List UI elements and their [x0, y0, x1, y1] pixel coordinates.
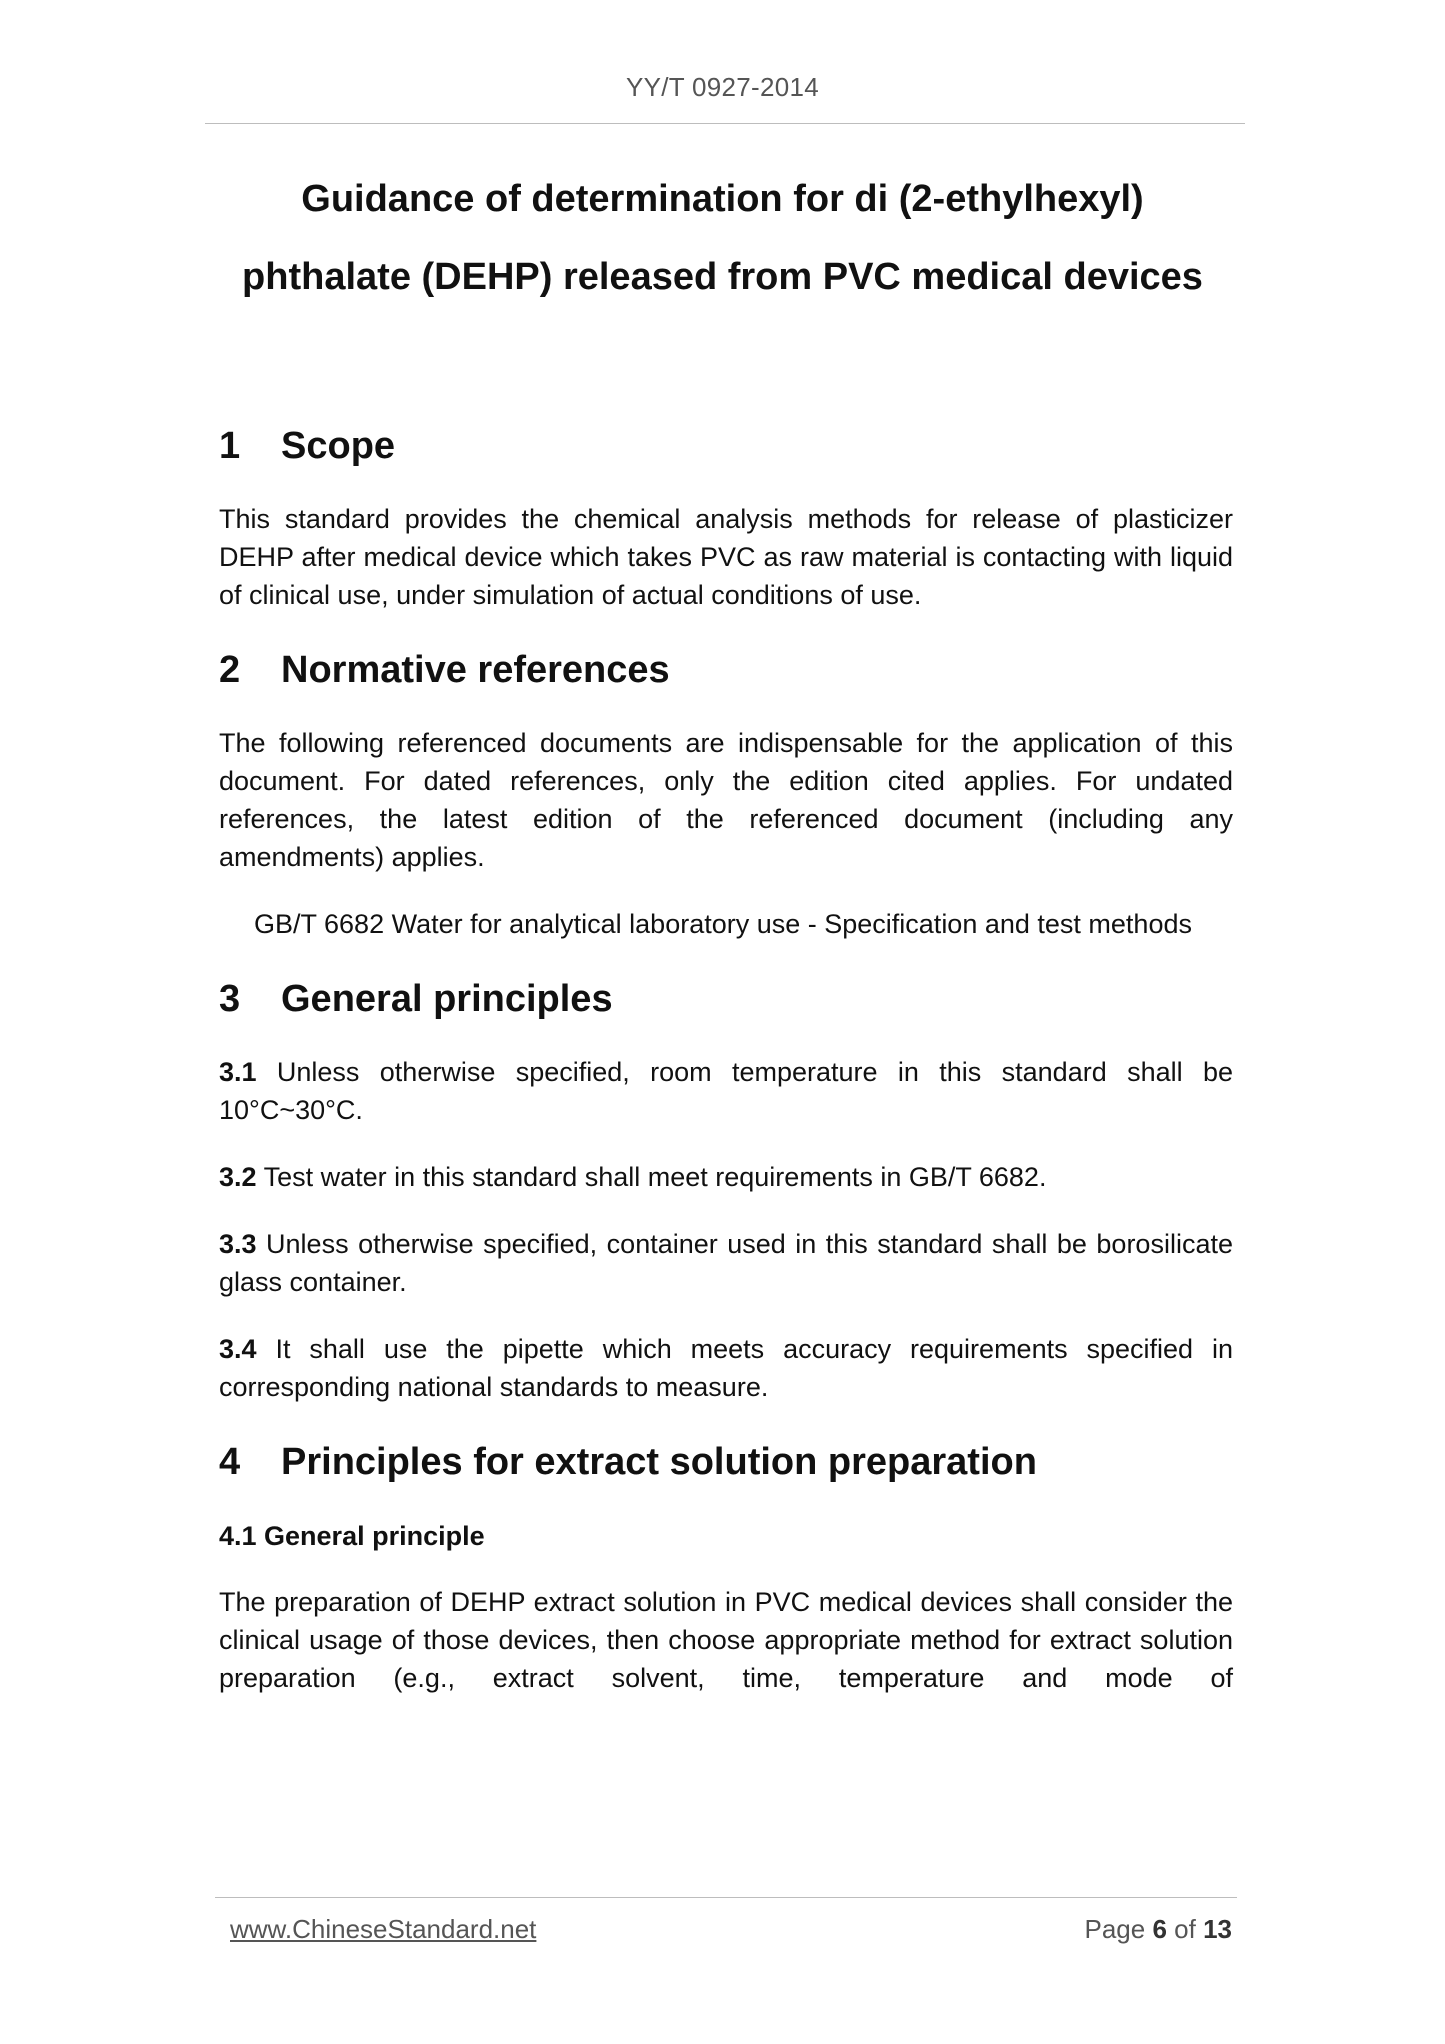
normative-paragraph: The following referenced documents are indispensable for the application of this document. For dated references, only the edition cited applies. For undated references, the latest edition of the referenced document (including any amendments) applies. — [219, 728, 1233, 872]
clause-3-1 — [219, 1053, 1233, 1129]
document-body — [219, 420, 1233, 1697]
clause-text: Unless otherwise specified, room temperature in this standard shall be 10°C~30°C. — [219, 1057, 1233, 1125]
clause-text: Unless otherwise specified, container used in this standard shall be borosilicate glass container. — [219, 1229, 1233, 1297]
clause-3-2 — [219, 1158, 1233, 1196]
clause-text: Test water in this standard shall meet requirements in GB/T 6682. — [263, 1162, 1047, 1192]
section-title: Normative references — [281, 649, 670, 691]
clause-number: 3.1 — [219, 1057, 257, 1087]
page-of-label: of — [1174, 1914, 1196, 1944]
page-indicator — [1084, 1914, 1232, 1945]
section-number: 3 — [219, 978, 241, 1020]
clause-text: It shall use the pipette which meets accuracy requirements specified in corresponding national standards to measure. — [219, 1334, 1233, 1402]
page-label: Page — [1084, 1914, 1146, 1944]
section-heading-scope — [219, 420, 1233, 472]
clause-3-3 — [219, 1225, 1233, 1301]
section-heading-extract-preparation — [219, 1436, 1233, 1488]
clause-3-4 — [219, 1330, 1233, 1406]
total-pages-number: 13 — [1203, 1914, 1232, 1944]
section-title: Scope — [281, 425, 396, 467]
clause-number: 3.4 — [219, 1334, 257, 1364]
document-title — [150, 160, 1295, 316]
website-link[interactable]: www.ChineseStandard.net — [230, 1914, 537, 1944]
section-title: General principles — [281, 978, 613, 1020]
normative-reference-item: GB/T 6682 Water for analytical laboratory use - Specification and test methods — [254, 909, 1192, 939]
section-heading-general-principles — [219, 973, 1233, 1025]
subsection-heading-general-principle: 4.1 General principle — [219, 1521, 485, 1551]
current-page-number: 6 — [1152, 1914, 1167, 1944]
scope-paragraph: This standard provides the chemical analysis methods for release of plasticizer DEHP after medical device which takes PVC as raw material is contacting with liquid of clinical use, under simulation of actual conditions of use. — [219, 504, 1233, 610]
document-title-line-1: Guidance of determination for di (2-ethylhexyl) — [301, 178, 1144, 220]
section-title: Principles for extract solution preparation — [281, 1441, 1037, 1483]
section-heading-normative-references — [219, 644, 1233, 696]
header-divider — [205, 123, 1245, 124]
footer-divider — [215, 1897, 1237, 1898]
section-number: 1 — [219, 425, 241, 467]
document-title-line-2: phthalate (DEHP) released from PVC medical devices — [242, 256, 1203, 298]
standard-code-header: YY/T 0927-2014 — [625, 72, 820, 102]
section-number: 2 — [219, 649, 241, 691]
extract-paragraph: The preparation of DEHP extract solution in PVC medical devices shall consider the clinical usage of those devices, then choose appropriate method for extract solution preparation (e.g., extract solvent, time, temperature and mode of — [219, 1587, 1233, 1693]
section-number: 4 — [219, 1441, 241, 1483]
clause-number: 3.3 — [219, 1229, 257, 1259]
clause-number: 3.2 — [219, 1162, 257, 1192]
